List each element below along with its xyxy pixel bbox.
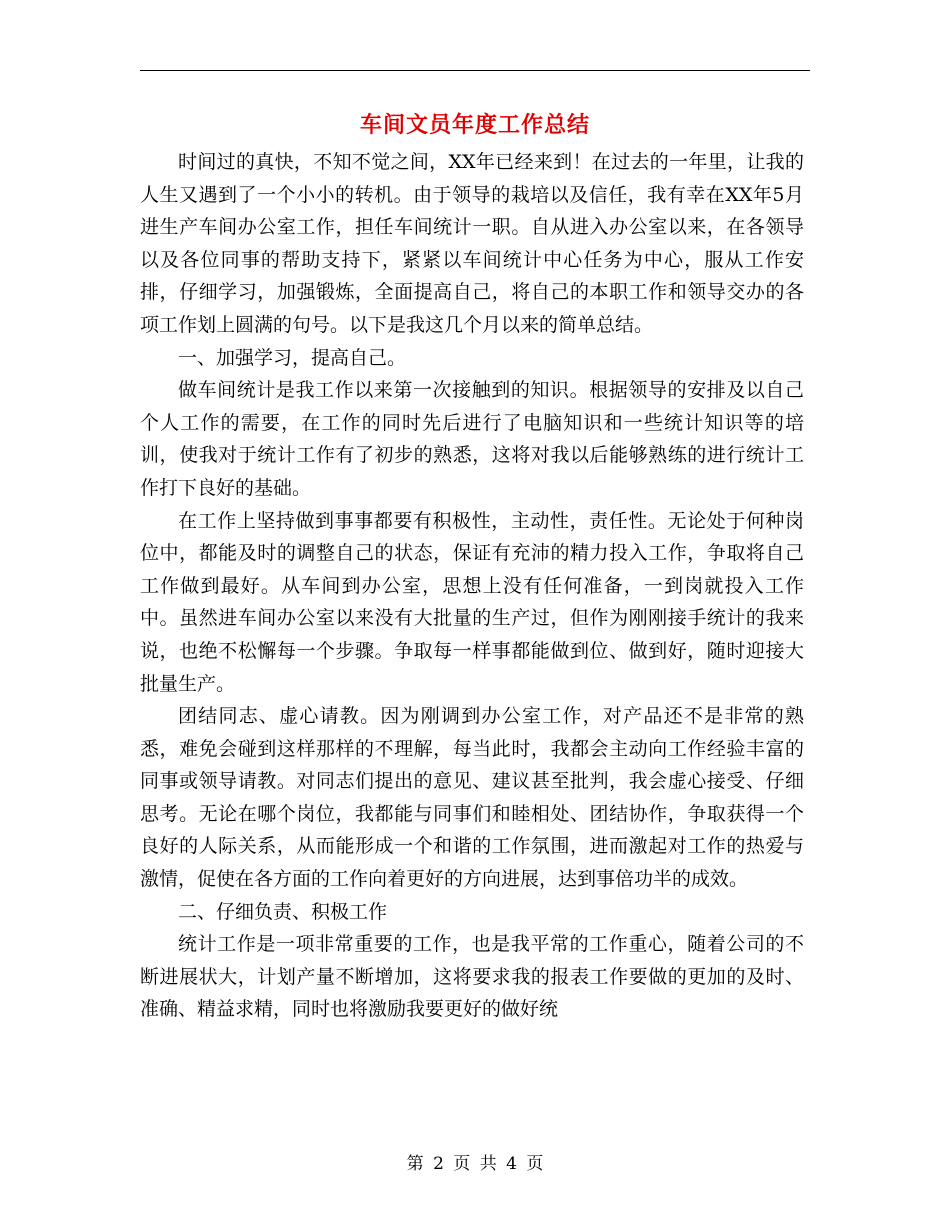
paragraph-teamwork: 团结同志、虚心请教。因为刚调到办公室工作，对产品还不是非常的熟悉，难免会碰到这样那样的不理解，每当此时，我都会主动向工作经验丰富的同事或领导请教。对同志们提出的意见、建议甚至批判，我会虚心接受、仔细思考。无论在哪个岗位，我都能与同事们和睦相处、团结协作，争取获得一个良好的人际关系，从而能形成一个和谐的工作氛围，进而激起对工作的热爱与激情，促使在各方面的工作向着更好的方向进展，达到事倍功半的成效。 — [140, 705, 804, 891]
paragraph-statistics: 统计工作是一项非常重要的工作，也是我平常的工作重心，随着公司的不断进展状大，计划产量不断增加，这将要求我的报表工作要做的更加的及时、准确、精益求精，同时也将激励我要更好的做好统 — [140, 933, 804, 1021]
section-heading-2: 二、仔细负责、积极工作 — [178, 900, 388, 923]
paragraph-study: 做车间统计是我工作以来第一次接触到的知识。根据领导的安排及以自己个人工作的需要，在工作的同时先后进行了电脑知识和一些统计知识等的培训，使我对于统计工作有了初步的熟悉，这将对我以后能够熟练的进行统计工作打下良好的基础。 — [140, 379, 804, 499]
section-heading-1: 一、加强学习，提高自己。 — [178, 346, 407, 369]
header-rule — [140, 70, 810, 71]
page-number-footer: 第 2 页 共 4 页 — [406, 1154, 544, 1174]
paragraph-intro: 时间过的真快，不知不觉之间，XX年已经来到！在过去的一年里，让我的人生又遇到了一个小小的转机。由于领导的栽培以及信任，我有幸在XX年5月进生产车间办公室工作，担任车间统计一职。自从进入办公室以来，在各领导以及各位同事的帮助支持下，紧紧以车间统计中心任务为中心，服从工作安排，仔细学习，加强锻炼，全面提高自己，将自己的本职工作和领导交办的各项工作划上圆满的句号。以下是我这几个月以来的简单总结。 — [140, 151, 804, 336]
document-body — [140, 146, 804, 1026]
document-title: 车间文员年度工作总结 — [359, 112, 590, 138]
paragraph-attitude: 在工作上坚持做到事事都要有积极性，主动性，责任性。无论处于何种岗位中，都能及时的调整自己的状态，保证有充沛的精力投入工作，争取将自己工作做到最好。从车间到办公室，思想上没有任何准备，一到岗就投入工作中。虽然进车间办公室以来没有大批量的生产过，但作为刚刚接手统计的我来说，也绝不松懈每一个步骤。争取每一样事都能做到位、做到好，随时迎接大批量生产。 — [140, 509, 804, 695]
